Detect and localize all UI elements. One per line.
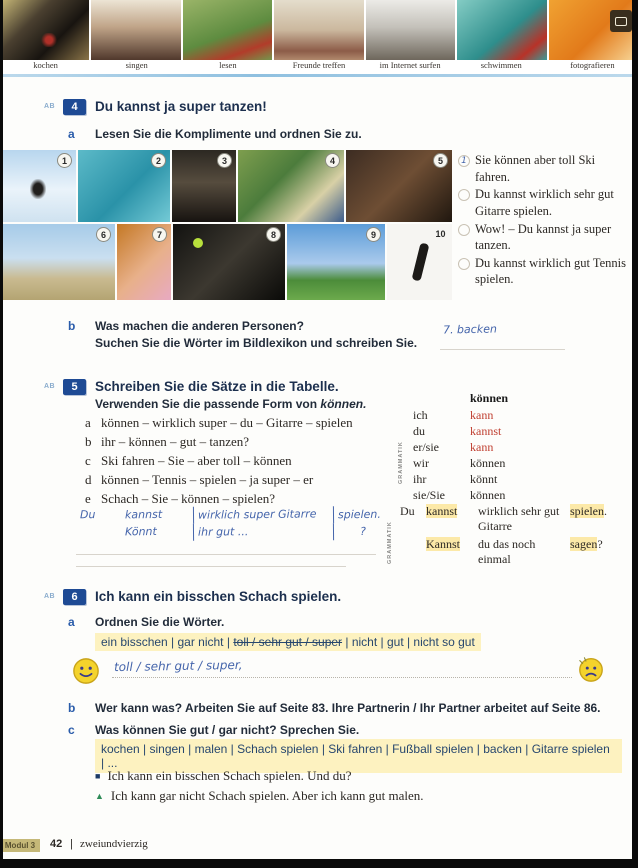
- conjugation-row: er/sie kann: [413, 440, 494, 454]
- hw-cell: Du: [79, 508, 96, 522]
- struck-example: toll / sehr gut / super: [233, 635, 343, 649]
- photo-lesen: [183, 0, 272, 60]
- example-dialogue: [95, 766, 424, 806]
- photo-fahrrad: [287, 224, 385, 300]
- part-b-letter: b: [68, 701, 76, 715]
- hw-cell: ?: [333, 523, 392, 541]
- scan-edge: [632, 0, 638, 868]
- rating-scale: [72, 655, 612, 693]
- compliment-text: Wow! – Du kannst ja super tanzen.: [475, 221, 612, 253]
- photo-schach: [172, 150, 236, 222]
- bildlexikon-label: im Internet surfen: [379, 60, 441, 70]
- compliment-item: [458, 186, 632, 219]
- camera-icon: [610, 10, 632, 32]
- part-b-instruction: Wer kann was? Arbeiten Sie auf Seite 83. Ihre Partnerin / Ihr Partner arbeitet auf Seite 86.: [95, 701, 601, 715]
- image-number: 5: [433, 153, 448, 168]
- sentence-item-d: d können – Tennis – spielen – ja super – er: [85, 472, 314, 487]
- syntax-row: Du kannst wirklich sehr gut Gitarre spielen.: [400, 504, 607, 533]
- answer-circle[interactable]: [458, 258, 470, 270]
- compliment-item: [458, 255, 632, 288]
- photo-freunde-treffen: [274, 0, 363, 60]
- bildlexikon-label: schwimmen: [480, 60, 522, 70]
- workbook-ref-label: AB: [44, 593, 56, 600]
- highlighted-verb: spielen: [570, 504, 604, 518]
- bildlexikon-label: fotografieren: [570, 60, 615, 70]
- part-a-instruction: Lesen Sie die Komplimente und ordnen Sie zu.: [95, 127, 362, 141]
- image-number: 3: [217, 153, 232, 168]
- compliments-list: [458, 152, 632, 289]
- part-c-letter: c: [68, 723, 75, 737]
- hw-cell: [76, 523, 121, 540]
- photo-singen: [91, 0, 180, 60]
- photo-fotografieren: [549, 0, 638, 60]
- photo-malen: [238, 150, 344, 222]
- compliment-item: [458, 152, 632, 185]
- page-number-word: zweiundvierzig: [80, 838, 148, 850]
- ruled-line: [76, 554, 376, 555]
- exercise-4-number: 4: [63, 99, 86, 115]
- sentence-item-e: e Schach – Sie – können – spielen?: [85, 491, 276, 506]
- sad-smiley-icon: [577, 655, 605, 683]
- sentence-item-a: a können – wirklich super – du – Gitarre – spielen: [85, 415, 353, 430]
- photo-kochen: [0, 0, 89, 60]
- part-c-instruction: Was können Sie gut / gar nicht? Sprechen Sie.: [95, 723, 360, 737]
- bildlexikon-label: singen: [125, 60, 148, 70]
- word-bank-speaking: kochen | singen | malen | Schach spielen | Ski fahren | Fußball spielen | backen | Gitarre spielen | ...: [95, 739, 622, 773]
- image-number: 2: [151, 153, 166, 168]
- workbook-ref-label: AB: [44, 383, 56, 390]
- grammatik-sidebar-label: GRAMMATIK: [398, 441, 404, 484]
- part-a-letter: a: [68, 127, 75, 141]
- answer-circle[interactable]: 1: [458, 155, 470, 167]
- photo-backen: [117, 224, 171, 300]
- sentence-item-b: b ihr – können – gut – tanzen?: [85, 434, 250, 449]
- triangle-bullet-icon: ▲: [95, 791, 104, 801]
- answer-circle[interactable]: [458, 189, 470, 201]
- conjugation-row: wir können: [413, 456, 506, 470]
- square-bullet-icon: ■: [95, 771, 101, 781]
- photo-ski-fahren: [0, 150, 76, 222]
- highlighted-verb: sagen: [570, 537, 598, 551]
- answer-blank-line[interactable]: [112, 677, 572, 678]
- hw-cell: Könnt: [124, 525, 157, 539]
- koennen-conjugation-table: [413, 391, 508, 503]
- conjugation-row: sie/Sie können: [413, 488, 506, 502]
- exercise-5-items: [85, 413, 353, 508]
- conjugation-header: können: [470, 391, 509, 405]
- ruled-line: [76, 566, 346, 567]
- page-separator: |: [70, 838, 73, 850]
- word-bank-ordering: ein bisschen | gar nicht | toll / sehr gut / super | nicht | gut | nicht so gut: [95, 633, 481, 651]
- page-number: 42: [50, 838, 63, 850]
- photo-tennis: [173, 224, 285, 300]
- scan-edge: [0, 0, 3, 868]
- part-a-letter: a: [68, 615, 75, 629]
- photo-schwimmen: [457, 0, 546, 60]
- exercise-5-number: 5: [63, 379, 86, 395]
- photo-tanzen: [387, 224, 452, 300]
- bildlexikon-strip: [0, 0, 638, 60]
- hw-cell: spielen.: [333, 506, 392, 524]
- image-number: 1: [57, 153, 72, 168]
- workbook-ref-label: AB: [44, 103, 56, 110]
- part-b-instruction-line2: Suchen Sie die Wörter im Bildlexikon und schreiben Sie.: [95, 336, 418, 350]
- hw-cell: wirklich super Gitarre: [193, 505, 333, 523]
- sentence-structure-box: [400, 504, 632, 570]
- handwritten-answer-table[interactable]: [76, 506, 392, 564]
- compliment-text: Sie können aber toll Ski fahren.: [475, 153, 596, 184]
- divider-line: [0, 74, 638, 77]
- sentence-item-c: c Ski fahren – Sie – aber toll – können: [85, 453, 292, 468]
- image-number: 9: [366, 227, 381, 242]
- bildlexikon-labels: [0, 60, 638, 74]
- photo-fotografieren-2: [0, 224, 115, 300]
- exercise-6-number: 6: [63, 589, 86, 605]
- compliment-text: Du kannst wirklich sehr gut Gitarre spielen.: [475, 187, 614, 218]
- exercise-5-title: Schreiben Sie die Sätze in die Tabelle.: [95, 379, 339, 394]
- answer-circle[interactable]: [458, 224, 470, 236]
- image-number: 8: [266, 227, 281, 242]
- hw-cell: ihr gut ...: [193, 522, 333, 540]
- part-a-instruction: Ordnen Sie die Wörter.: [95, 615, 225, 629]
- exercise-6-title: Ich kann ein bisschen Schach spielen.: [95, 589, 342, 604]
- grammatik-sidebar-label: GRAMMATIK: [387, 521, 393, 564]
- exercise-4-image-grid: [0, 150, 452, 302]
- conjugation-row: ich kann: [413, 408, 494, 422]
- dialogue-line: ■ Ich kann ein bisschen Schach spielen. Und du?: [95, 768, 352, 783]
- module-badge: Modul 3: [0, 839, 40, 852]
- bildlexikon-label: lesen: [219, 60, 237, 70]
- handwritten-scale-answer[interactable]: toll / sehr gut / super,: [113, 657, 243, 675]
- scan-edge: [0, 859, 638, 868]
- answer-blank-line[interactable]: [440, 349, 565, 350]
- image-number: 4: [325, 153, 340, 168]
- happy-smiley-icon: [72, 657, 100, 685]
- hw-cell: kannst: [124, 507, 163, 522]
- image-number: 7: [152, 227, 167, 242]
- highlighted-verb: kannst: [426, 504, 458, 518]
- conjugation-row: ihr könnt: [413, 472, 498, 486]
- photo-gitarre: [346, 150, 452, 222]
- subtitle-verb: können.: [320, 397, 367, 411]
- exercise-5-subtitle: [95, 396, 366, 413]
- photo-schwimmen-2: [78, 150, 170, 222]
- compliment-text: Du kannst wirklich gut Tennis spielen.: [475, 255, 626, 287]
- image-number: 10: [435, 229, 446, 239]
- bildlexikon-label: kochen: [33, 60, 58, 70]
- part-b-instruction-line1: Was machen die anderen Personen?: [95, 319, 304, 333]
- highlighted-verb: Kannst: [426, 537, 460, 551]
- handwritten-answer-backen[interactable]: 7. backen: [442, 322, 497, 337]
- compliment-item: [458, 221, 632, 254]
- page-footer: [0, 838, 638, 856]
- exercise-4-title: Du kannst ja super tanzen!: [95, 99, 267, 114]
- bildlexikon-label: Freunde treffen: [292, 60, 346, 70]
- part-b-letter: b: [68, 319, 76, 333]
- dialogue-line: ▲ Ich kann gar nicht Schach spielen. Aber ich kann gut malen.: [95, 788, 424, 803]
- photo-internet-surfen: [366, 0, 455, 60]
- image-number: 6: [96, 227, 111, 242]
- syntax-row: Kannst du das noch einmal sagen?: [426, 537, 603, 566]
- subtitle-prefix: Verwenden Sie die passende Form von: [95, 397, 321, 411]
- conjugation-row: du kannst: [413, 424, 502, 438]
